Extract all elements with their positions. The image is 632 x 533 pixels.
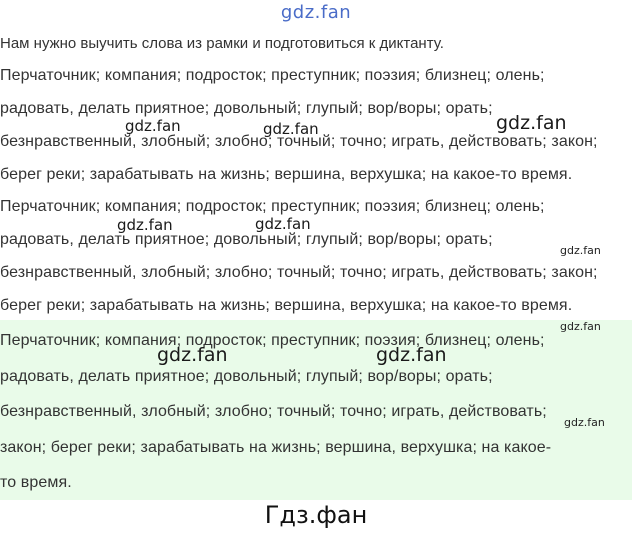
watermark: gdz.fan xyxy=(117,216,173,234)
intro-text: Нам нужно выучить слова из рамки и подготовиться к диктанту. xyxy=(0,35,444,52)
watermark: gdz.fan xyxy=(125,117,181,135)
watermark: gdz.fan xyxy=(157,344,228,366)
footer-brand: Гдз.фан xyxy=(264,501,368,529)
block-2-line: безнравственный, злобный; злобно; точный; точно; играть, действовать; закон; xyxy=(0,264,598,281)
watermark: gdz.fan xyxy=(564,416,605,429)
block-1-line: берег реки; зарабатывать на жизнь; вершина, верхушка; на какое-то время. xyxy=(0,166,573,183)
watermark: gdz.fan xyxy=(255,215,311,233)
word-list-block-2 xyxy=(0,190,632,322)
block-2-line: берег реки; зарабатывать на жизнь; вершина, верхушка; на какое-то время. xyxy=(0,297,573,314)
word-list-block-3-highlighted xyxy=(0,323,632,501)
header-watermark: gdz.fan xyxy=(280,2,352,23)
block-3-line: радовать, делать приятное; довольный; глупый; вор/воры; орать; xyxy=(0,367,493,385)
block-1-line: радовать, делать приятное; довольный; глупый; вор/воры; орать; xyxy=(0,100,493,117)
block-3-line: Перчаточник; компания; подросток; преступник; поэзия; близнец; олень; xyxy=(0,332,545,349)
block-3-line: закон; берег реки; зарабатывать на жизнь; вершина, верхушка; на какое- xyxy=(0,438,552,456)
watermark: gdz.fan xyxy=(376,344,447,366)
block-1-line: безнравственный, злобный; злобно; точный; точно; играть, действовать; закон; xyxy=(0,133,598,150)
block-1-line: Перчаточник; компания; подросток; преступник; поэзия; близнец; олень; xyxy=(0,67,545,84)
block-2-line: радовать, делать приятное; довольный; глупый; вор/воры; орать; xyxy=(0,231,493,248)
block-3-line: то время. xyxy=(0,474,72,491)
block-2-line: Перчаточник; компания; подросток; преступник; поэзия; близнец; олень; xyxy=(0,198,545,215)
watermark: gdz.fan xyxy=(560,244,601,257)
block-3-line: безнравственный, злобный; злобно; точный; точно; играть, действовать; xyxy=(0,403,547,420)
watermark: gdz.fan xyxy=(560,320,601,333)
watermark: gdz.fan xyxy=(263,120,319,138)
watermark: gdz.fan xyxy=(496,112,567,134)
